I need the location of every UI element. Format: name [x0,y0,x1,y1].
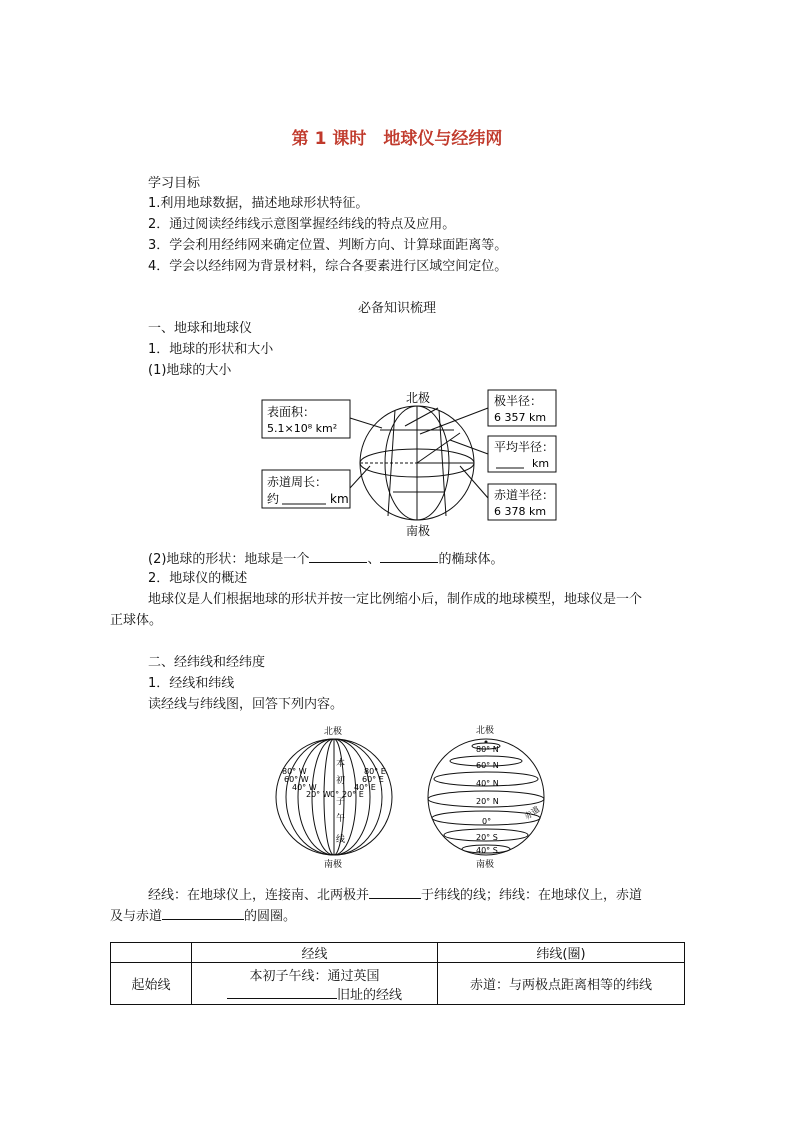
page-title: 第 1 课时 地球仪与经纬网 [291,129,503,149]
definition-line-1: 经线：在地球仪上，连接南、北两极并 于纬线的线；纬线：在地球仪上，赤道 [148,885,642,905]
part1-sub1a: (1)地球的大小 [148,363,232,378]
table-cell-meridian: 本初子午线：通过英国 旧址的经线 [192,963,438,1005]
svg-text:0°: 0° [482,817,492,826]
part2-heading: 二、经纬线和经纬度 [148,655,266,670]
equator-label: 赤道 [523,804,542,822]
earth-size-diagram [260,388,560,540]
polar-radius-label: 极半径： [494,394,543,408]
mean-radius-unit: km [532,457,550,470]
answer-blank[interactable] [380,549,438,563]
svg-text:40° N: 40° N [476,779,499,788]
objective-item: 3．学会利用经纬网来确定位置、判断方向、计算球面距离等。 [148,238,508,253]
svg-text:20° N: 20° N [476,797,499,806]
answer-blank[interactable] [227,985,337,999]
part2-sub1: 1．经线和纬线 [148,676,235,691]
globe-overview-text-cont: 正球体。 [110,613,163,628]
svg-text:40° E: 40° E [354,783,376,792]
answer-blank[interactable] [162,906,244,920]
svg-text:80° E: 80° E [364,767,386,776]
objectives-heading: 学习目标 [148,176,201,191]
surface-area-label: 表面积： [267,405,316,419]
equator-circ-unit: km [330,492,349,506]
equator-radius-label: 赤道半径： [494,488,555,502]
globe-overview-text: 地球仪是人们根据地球的形状并按一定比例缩小后，制作成的地球模型，地球仪是一个 [148,592,643,607]
south-pole-label: 南极 [406,524,431,538]
earth-shape-line [148,549,503,569]
meridian-parallel-table [110,942,685,1005]
table-header: 经线 [192,943,438,963]
equator-circ-label: 赤道周长： [267,475,328,489]
surface-area-value: 5.1×10⁸ km² [267,422,338,435]
svg-text:20° W: 20° W [306,790,331,799]
svg-text:40° W: 40° W [292,783,317,792]
parallel-globe-diagram [420,722,560,870]
meridian-globe-diagram [268,722,408,870]
earth-shape-suffix: 的椭球体。 [438,552,504,567]
objective-item: 2．通过阅读经纬线示意图掌握经纬线的特点及应用。 [148,217,456,232]
north-pole-label: 北极 [406,391,431,405]
answer-blank[interactable] [309,549,367,563]
right-north-label: 北极 [476,726,495,736]
left-south-label: 南极 [324,860,343,870]
svg-text:子: 子 [336,797,346,807]
answer-blank[interactable] [369,885,421,899]
svg-text:午: 午 [336,814,346,824]
svg-text:0°: 0° [330,790,340,799]
svg-text:20° S: 20° S [476,833,498,842]
polar-radius-value: 6 357 km [494,411,547,424]
svg-text:60° E: 60° E [362,775,384,784]
svg-text:初: 初 [336,776,346,786]
mean-radius-label: 平均半径： [494,440,555,454]
earth-shape-prefix: (2)地球的形状：地球是一个 [148,552,310,567]
svg-text:60° N: 60° N [476,761,499,770]
objective-item: 4．学会以经纬网为背景材料，综合各要素进行区域空间定位。 [148,259,508,274]
part1-sub2: 2．地球仪的概述 [148,571,248,586]
table-row-label: 起始线 [111,963,192,1005]
svg-text:80° N: 80° N [476,745,499,754]
svg-text:线: 线 [336,835,346,845]
definition-line-2: 及与赤道 的圆圈。 [110,906,296,926]
left-north-label: 北极 [324,727,343,737]
part2-intro: 读经线与纬线图，回答下列内容。 [148,697,344,712]
svg-text:60° W: 60° W [284,775,309,784]
svg-text:80° W: 80° W [282,767,307,776]
svg-text:20° E: 20° E [342,790,364,799]
section-title: 必备知识梳理 [357,301,436,316]
earth-shape-sep: 、 [367,552,381,567]
part1-heading: 一、地球和地球仪 [148,321,253,336]
right-south-label: 南极 [476,860,495,870]
equator-radius-value: 6 378 km [494,505,547,518]
part1-sub1: 1．地球的形状和大小 [148,342,274,357]
svg-text:40° S: 40° S [476,846,498,855]
objective-item: 1.利用地球数据，描述地球形状特征。 [148,196,369,211]
svg-text:本: 本 [336,759,346,769]
table-header [111,943,192,963]
table-cell-parallel: 赤道：与两极点距离相等的纬线 [438,963,685,1005]
table-header: 纬线(圈) [438,943,685,963]
equator-circ-prefix: 约 [267,492,280,506]
